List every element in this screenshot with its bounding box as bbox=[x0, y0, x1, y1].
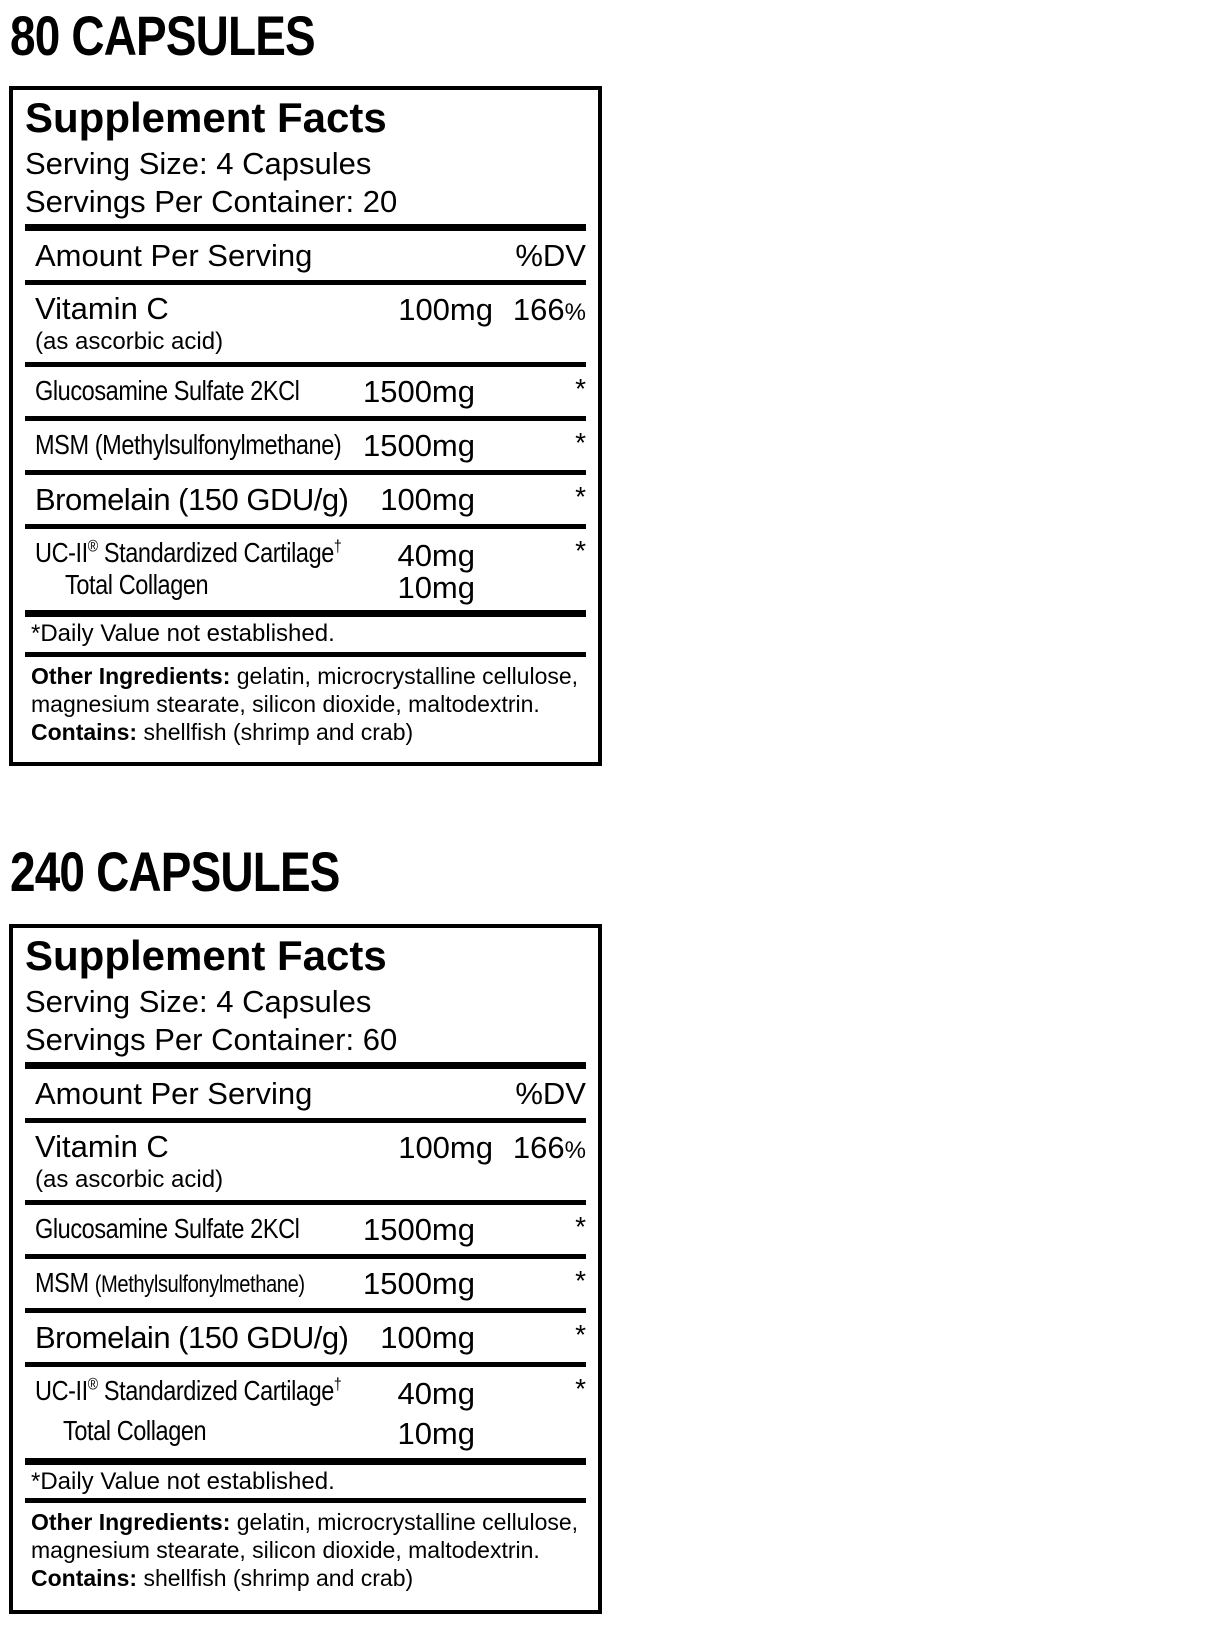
other-ingredients-text: gelatin, microcrystalline cellulose, bbox=[230, 1509, 579, 1535]
servings-per-container: Servings Per Container: 60 bbox=[25, 1022, 398, 1057]
vitamin-c-source: (as ascorbic acid) bbox=[35, 1166, 224, 1193]
divider bbox=[25, 524, 586, 529]
footnote: *Daily Value not established. bbox=[31, 1468, 335, 1495]
bromelain-dv: * bbox=[575, 1319, 586, 1350]
dagger-mark: † bbox=[333, 536, 342, 556]
collagen-amount: 10mg bbox=[397, 1416, 475, 1451]
dv-header: %DV bbox=[515, 238, 586, 273]
panel-heading: 80 CAPSULES bbox=[10, 4, 315, 67]
contains-text: shellfish (shrimp and crab) bbox=[137, 719, 414, 745]
vitamin-c-amount: 100mg bbox=[398, 292, 493, 327]
dagger-mark: † bbox=[333, 1374, 342, 1394]
vitamin-c-dv-unit: % bbox=[564, 1137, 586, 1164]
collagen-name: Total Collagen bbox=[65, 569, 209, 600]
glucosamine-amount: 1500mg bbox=[362, 374, 475, 409]
ucii-dv: * bbox=[575, 535, 586, 566]
divider bbox=[25, 652, 586, 657]
contains-line bbox=[31, 718, 413, 746]
divider-thick bbox=[25, 224, 586, 231]
collagen-amount: 10mg bbox=[397, 570, 475, 605]
vitamin-c-amount: 100mg bbox=[398, 1130, 493, 1165]
glucosamine-name: Glucosamine Sulfate 2KCl bbox=[35, 1213, 300, 1244]
msm-name bbox=[35, 1266, 305, 1302]
msm-name bbox=[35, 428, 341, 462]
bromelain-amount: 100mg bbox=[380, 482, 475, 517]
ucii-prefix: UC-II bbox=[35, 537, 88, 568]
glucosamine-dv: * bbox=[575, 373, 586, 404]
other-ingredients-line1 bbox=[31, 1508, 578, 1536]
serving-size: Serving Size: 4 Capsules bbox=[25, 146, 372, 181]
amount-per-serving-header: Amount Per Serving bbox=[35, 1076, 313, 1111]
registered-mark: ® bbox=[87, 536, 98, 556]
panel-heading: 240 CAPSULES bbox=[10, 840, 340, 903]
vitamin-c-name: Vitamin C bbox=[35, 1129, 169, 1164]
other-ingredients-text: gelatin, microcrystalline cellulose, bbox=[230, 663, 579, 689]
msm-amount: 1500mg bbox=[362, 428, 475, 463]
msm-dv: * bbox=[575, 1265, 586, 1296]
ucii-amount: 40mg bbox=[397, 538, 475, 573]
supplement-facts-label bbox=[9, 86, 602, 766]
msm-label: MSM bbox=[35, 429, 89, 460]
divider-thick bbox=[25, 1062, 586, 1069]
other-ingredients-line2: magnesium stearate, silicon dioxide, maltodextrin. bbox=[31, 691, 540, 717]
registered-mark: ® bbox=[87, 1374, 98, 1394]
contains-label: Contains: bbox=[31, 1565, 138, 1591]
other-ingredients-line2: magnesium stearate, silicon dioxide, maltodextrin. bbox=[31, 1537, 540, 1563]
msm-detail: (Methylsulfonylmethane) bbox=[94, 1271, 305, 1298]
dv-header: %DV bbox=[515, 1076, 586, 1111]
label-title: Supplement Facts bbox=[25, 94, 387, 141]
supplement-facts-label bbox=[9, 924, 602, 1614]
ucii-suffix: Standardized Cartilage bbox=[97, 1375, 334, 1406]
vitamin-c-name: Vitamin C bbox=[35, 291, 169, 326]
bromelain-name: Bromelain (150 GDU/g) bbox=[35, 1320, 349, 1355]
vitamin-c-dv-value: 166 bbox=[512, 1130, 565, 1165]
divider bbox=[25, 1362, 586, 1367]
ucii-amount: 40mg bbox=[397, 1376, 475, 1411]
servings-per-container: Servings Per Container: 20 bbox=[25, 184, 398, 219]
bromelain-amount: 100mg bbox=[380, 1320, 475, 1355]
label-title: Supplement Facts bbox=[25, 932, 387, 979]
contains-text: shellfish (shrimp and crab) bbox=[137, 1565, 414, 1591]
vitamin-c-dv bbox=[496, 292, 586, 331]
divider bbox=[25, 1308, 586, 1313]
divider-thick bbox=[25, 610, 586, 617]
amount-per-serving-header: Amount Per Serving bbox=[35, 238, 313, 273]
ucii-prefix: UC-II bbox=[35, 1375, 88, 1406]
ucii-name bbox=[35, 1374, 341, 1408]
ucii-dv: * bbox=[575, 1373, 586, 1404]
divider bbox=[25, 1118, 586, 1123]
other-ingredients-label: Other Ingredients: bbox=[31, 663, 231, 689]
bromelain-name: Bromelain (150 GDU/g) bbox=[35, 482, 349, 517]
glucosamine-name: Glucosamine Sulfate 2KCl bbox=[35, 375, 300, 406]
vitamin-c-dv bbox=[496, 1130, 586, 1169]
vitamin-c-dv-value: 166 bbox=[512, 292, 565, 327]
divider-thick bbox=[25, 1458, 586, 1465]
other-ingredients-line1 bbox=[31, 662, 578, 690]
divider bbox=[25, 470, 586, 475]
contains-label: Contains: bbox=[31, 719, 138, 745]
ucii-name bbox=[35, 536, 341, 570]
vitamin-c-source: (as ascorbic acid) bbox=[35, 328, 224, 355]
divider bbox=[25, 416, 586, 421]
divider bbox=[25, 362, 586, 367]
contains-line bbox=[31, 1564, 413, 1592]
divider bbox=[25, 1200, 586, 1205]
divider bbox=[25, 1254, 586, 1259]
bromelain-dv: * bbox=[575, 481, 586, 512]
ucii-suffix: Standardized Cartilage bbox=[97, 537, 334, 568]
msm-detail: (Methylsulfonylmethane) bbox=[94, 429, 342, 460]
other-ingredients-label: Other Ingredients: bbox=[31, 1509, 231, 1535]
divider bbox=[25, 1498, 586, 1503]
serving-size: Serving Size: 4 Capsules bbox=[25, 984, 372, 1019]
vitamin-c-dv-unit: % bbox=[564, 299, 586, 326]
msm-label: MSM bbox=[35, 1267, 89, 1298]
divider bbox=[25, 280, 586, 285]
glucosamine-amount: 1500mg bbox=[362, 1212, 475, 1247]
footnote: *Daily Value not established. bbox=[31, 620, 335, 647]
glucosamine-dv: * bbox=[575, 1211, 586, 1242]
msm-dv: * bbox=[575, 427, 586, 458]
msm-amount: 1500mg bbox=[362, 1266, 475, 1301]
collagen-name: Total Collagen bbox=[63, 1415, 207, 1446]
